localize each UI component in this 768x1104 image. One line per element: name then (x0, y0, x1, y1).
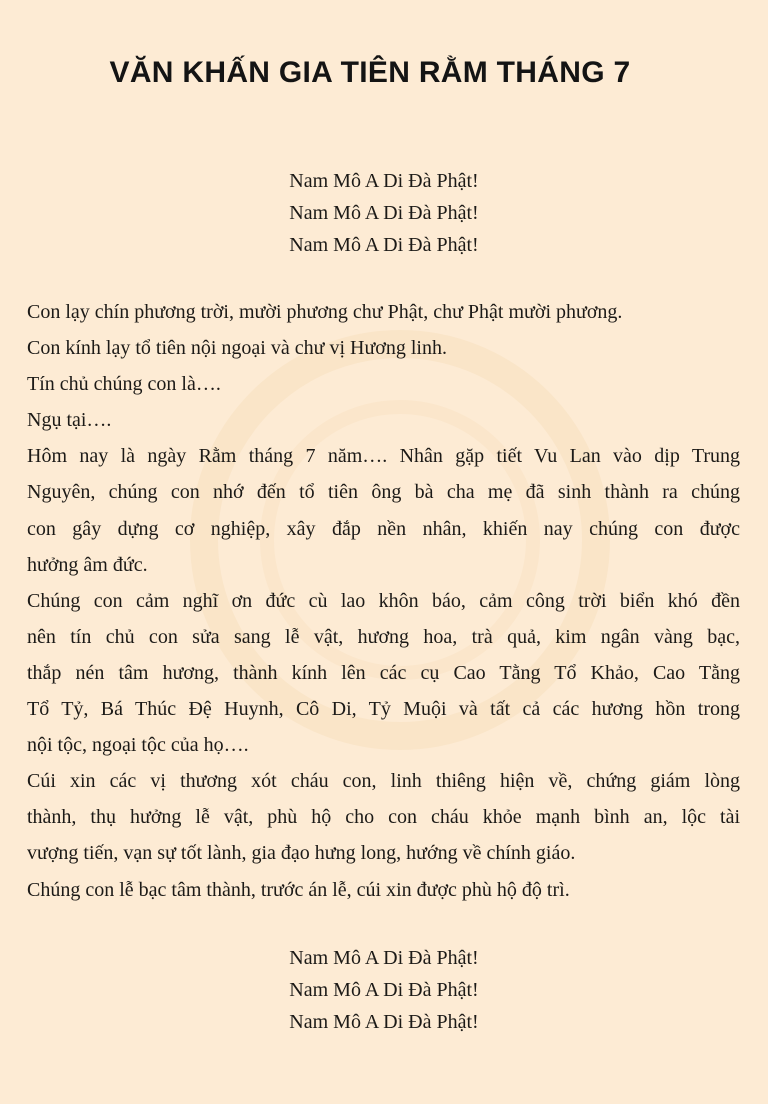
prayer-line: con gây dựng cơ nghiệp, xây đắp nền nhân, khiến nay chúng con được (27, 517, 740, 540)
prayer-line: Hôm nay là ngày Rằm tháng 7 năm…. Nhân gặp tiết Vu Lan vào dịp Trung (27, 445, 740, 468)
prayer-line: Tín chủ chúng con là…. (27, 373, 221, 396)
invocation-bottom (0, 942, 768, 1038)
prayer-line: Chúng con cảm nghĩ ơn đức cù lao khôn báo, cảm công trời biển khó đền (27, 589, 740, 612)
invocation-line: Nam Mô A Di Đà Phật! (289, 947, 479, 969)
prayer-line: Cúi xin các vị thương xót cháu con, linh thiêng hiện về, chứng giám lòng (27, 770, 740, 793)
invocation-line: Nam Mô A Di Đà Phật! (289, 170, 479, 192)
invocation-line: Nam Mô A Di Đà Phật! (289, 202, 479, 224)
invocation-top (0, 165, 768, 261)
document-title: VĂN KHẤN GIA TIÊN RẰM THÁNG 7 (109, 56, 631, 89)
invocation-line: Nam Mô A Di Đà Phật! (289, 1011, 479, 1033)
prayer-line: Tổ Tỷ, Bá Thúc Đệ Huynh, Cô Di, Tỷ Muội và tất cả các hương hồn trong (27, 698, 740, 721)
prayer-line: nên tín chủ con sửa sang lễ vật, hương hoa, trà quả, kim ngân vàng bạc, (27, 625, 740, 648)
prayer-line: thắp nén tâm hương, thành kính lên các cụ Cao Tằng Tổ Khảo, Cao Tằng (27, 661, 740, 684)
prayer-line: Con lạy chín phương trời, mười phương chư Phật, chư Phật mười phương. (27, 301, 623, 323)
prayer-line: vượng tiến, vạn sự tốt lành, gia đạo hưng long, hướng về chính giáo. (27, 842, 576, 865)
prayer-body (27, 294, 740, 908)
prayer-line: nội tộc, ngoại tộc của họ…. (27, 734, 249, 757)
prayer-line: Con kính lạy tổ tiên nội ngoại và chư vị Hương linh. (27, 337, 447, 360)
prayer-line: hưởng âm đức. (27, 553, 148, 576)
prayer-line: Ngụ tại…. (27, 409, 112, 432)
invocation-line: Nam Mô A Di Đà Phật! (289, 979, 479, 1001)
prayer-line: Nguyên, chúng con nhớ đến tổ tiên ông bà cha mẹ đã sinh thành ra chúng (27, 481, 740, 504)
prayer-line: Chúng con lễ bạc tâm thành, trước án lễ, cúi xin được phù hộ độ trì. (27, 878, 570, 901)
invocation-line: Nam Mô A Di Đà Phật! (289, 234, 479, 256)
prayer-line: thành, thụ hưởng lễ vật, phù hộ cho con cháu khỏe mạnh bình an, lộc tài (27, 806, 740, 829)
